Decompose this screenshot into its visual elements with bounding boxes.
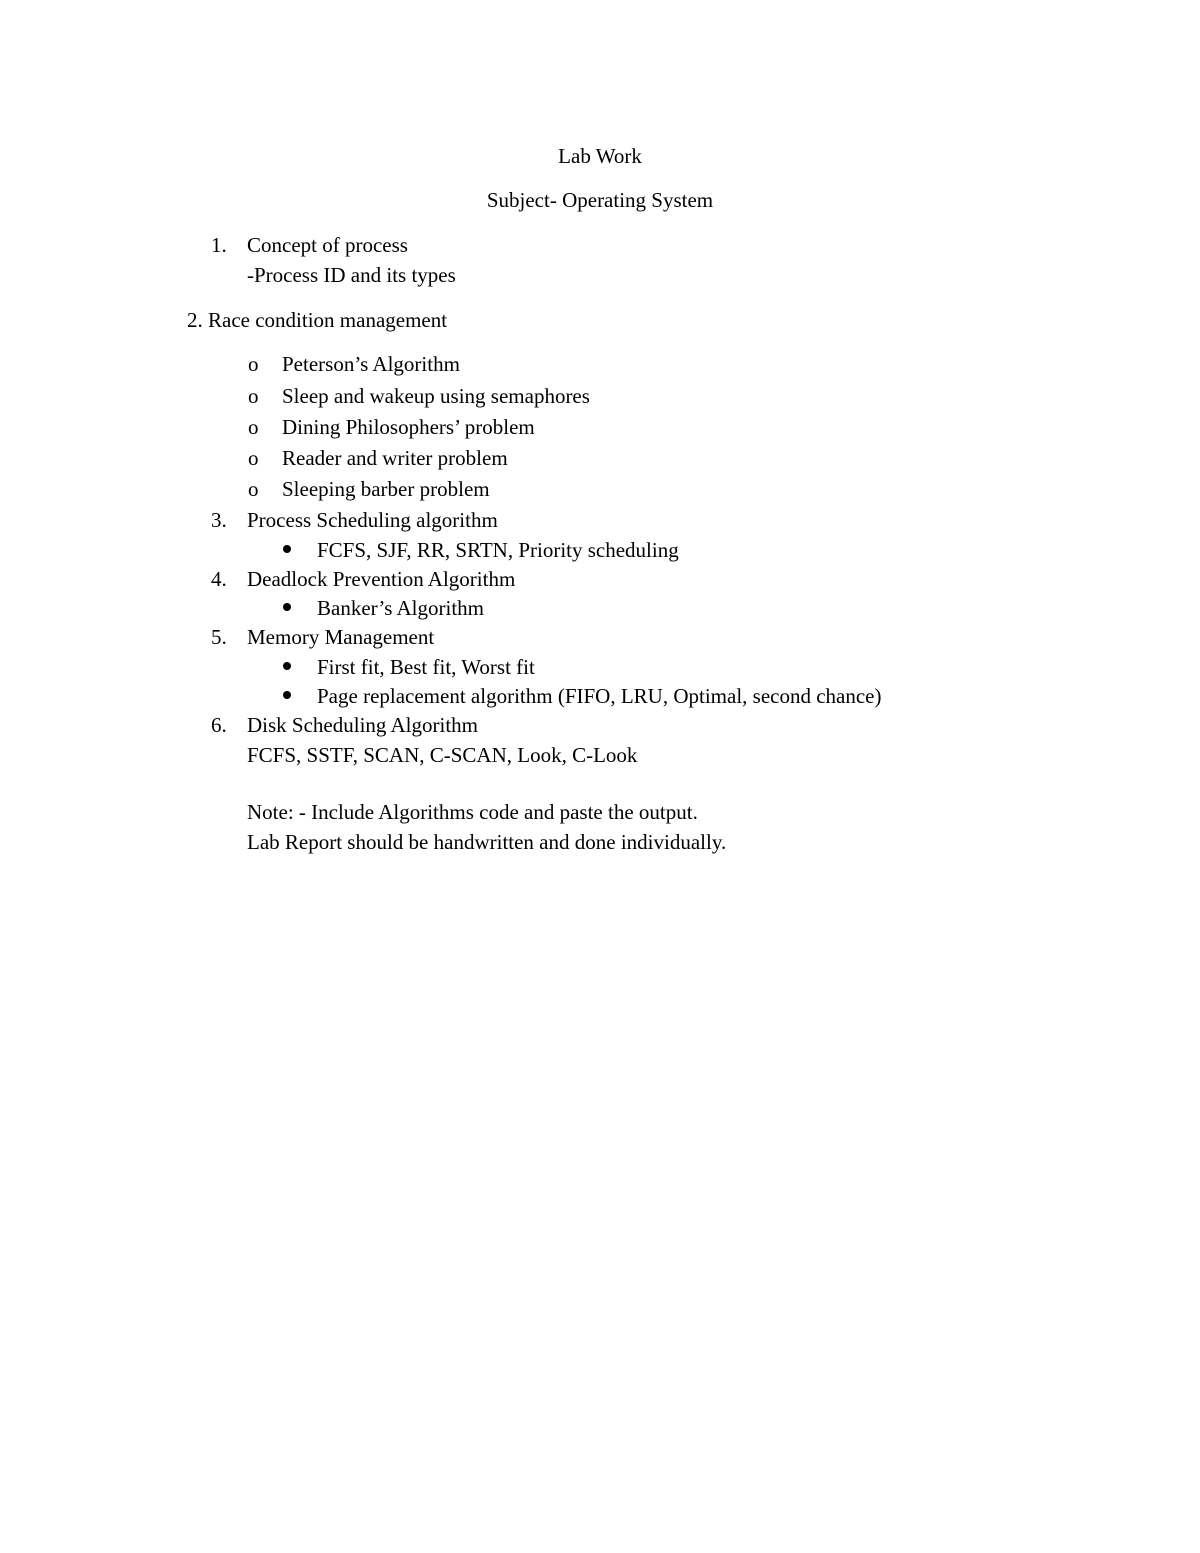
page-title: Lab Work — [558, 144, 642, 168]
item-2-sub-5: Sleeping barber problem — [282, 477, 490, 501]
bullet-icon — [283, 662, 291, 670]
item-4-bullet-1: Banker’s Algorithm — [317, 596, 485, 620]
bullet-icon — [283, 603, 291, 611]
note-line-2: Lab Report should be handwritten and done individually. — [247, 830, 727, 854]
sub-marker: o — [248, 415, 259, 439]
item-4-number: 4. — [211, 567, 227, 591]
item-4-label: Deadlock Prevention Algorithm — [247, 567, 516, 591]
item-5-bullet-2: Page replacement algorithm (FIFO, LRU, Optimal, second chance) — [317, 684, 882, 708]
sub-marker: o — [248, 352, 259, 376]
subject-line: Subject- Operating System — [486, 188, 714, 212]
sub-marker: o — [248, 477, 259, 501]
item-2-sub-1: Peterson’s Algorithm — [282, 352, 460, 376]
item-3-label: Process Scheduling algorithm — [247, 508, 498, 532]
bullet-icon — [283, 691, 291, 699]
item-1-number: 1. — [211, 233, 227, 257]
bullet-icon — [283, 545, 291, 553]
item-3-number: 3. — [211, 508, 227, 532]
sub-marker: o — [248, 446, 259, 470]
item-6-number: 6. — [211, 713, 227, 737]
item-1-label: Concept of process — [247, 233, 408, 257]
item-2-sub-3: Dining Philosophers’ problem — [282, 415, 535, 439]
item-5-label: Memory Management — [247, 625, 435, 649]
item-2-sub-4: Reader and writer problem — [282, 446, 508, 470]
note-line-1: Note: - Include Algorithms code and paste the output. — [247, 800, 698, 824]
item-5-number: 5. — [211, 625, 227, 649]
item-6-label: Disk Scheduling Algorithm — [247, 713, 478, 737]
item-2-label: 2. Race condition management — [187, 308, 448, 332]
item-6-subline: FCFS, SSTF, SCAN, C-SCAN, Look, C-Look — [247, 743, 638, 767]
sub-marker: o — [248, 384, 259, 408]
item-1-subline: -Process ID and its types — [247, 263, 456, 287]
item-3-bullet-1: FCFS, SJF, RR, SRTN, Priority scheduling — [317, 538, 679, 562]
item-2-sub-2: Sleep and wakeup using semaphores — [282, 384, 590, 408]
item-5-bullet-1: First fit, Best fit, Worst fit — [317, 655, 535, 679]
